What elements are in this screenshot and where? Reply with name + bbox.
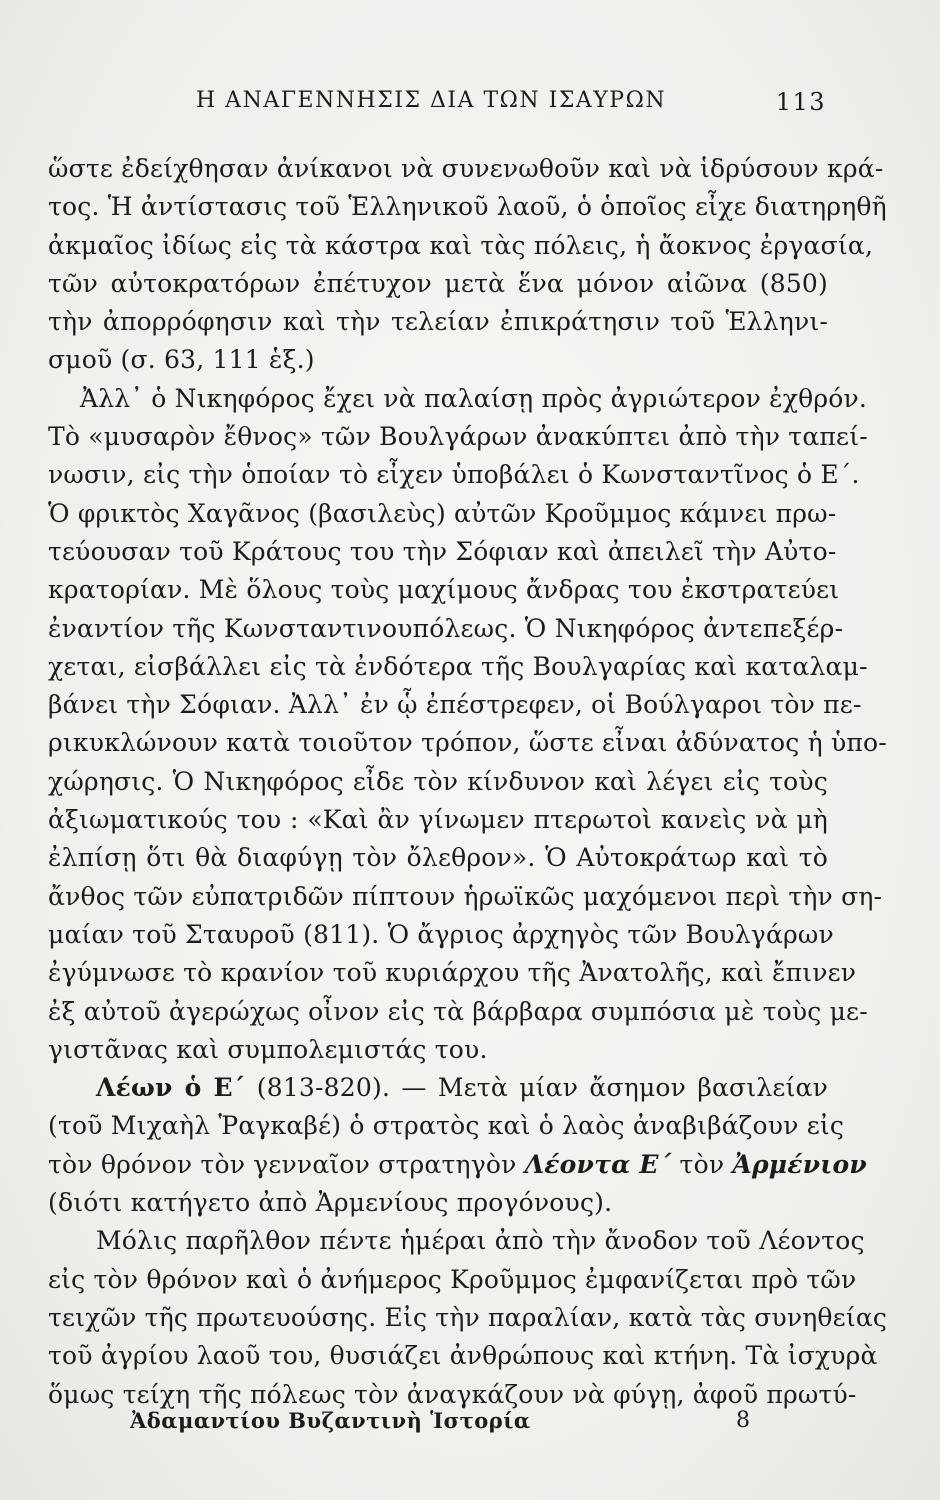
signature-footer bbox=[130, 1408, 750, 1442]
text-line: (τοῦ Μιχαὴλ Ῥαγκαβέ) ὁ στρατὸς καὶ ὁ λαὸς ἀναβιβάζουν εἰς bbox=[48, 1111, 845, 1141]
text-line: χεται, εἰσβάλλει εἰς τὰ ἐνδότερα τῆς Βουλγαρίας καὶ καταλαμ- bbox=[48, 651, 868, 681]
text-line: Ὁ φρικτὸς Χαγᾶνος (βασιλεὺς) αὐτῶν Κροῦμμος κάμνει πρω- bbox=[48, 498, 837, 528]
text-line: τὴν ἀπορρόφησιν καὶ τὴν τελείαν ἐπικράτησιν τοῦ Ἑλληνι- bbox=[48, 307, 828, 337]
text-line: γιστᾶνας καὶ συμπολεμιστάς του. bbox=[48, 1034, 488, 1064]
text-line: ἐναντίον τῆς Κωνσταντινουπόλεως. Ὁ Νικηφόρος ἀντεπεξέρ- bbox=[48, 613, 844, 643]
text-line: ἀκμαῖος ἰδίως εἰς τὰ κάστρα καὶ τὰς πόλεις, ἡ ἄοκνος ἐργασία, bbox=[48, 230, 874, 260]
text-line: Μόλις παρῆλθον πέντε ἡμέραι ἀπὸ τὴν ἄνοδον τοῦ Λέοντος bbox=[96, 1226, 865, 1256]
text-line: Τὸ «μυσαρὸν ἔθνος» τῶν Βουλγάρων ἀνακύπτει ἀπὸ τὴν ταπεί- bbox=[48, 422, 868, 452]
text-line: σμοῦ (σ. 63, 111 ἑξ.) bbox=[48, 345, 315, 375]
leo-heading: Λέων ὁ Ε΄ bbox=[96, 1073, 246, 1103]
text-line: τειχῶν τῆς πρωτευούσης. Εἰς τὴν παραλίαν, κατὰ τὰς συνηθείας bbox=[48, 1302, 888, 1332]
text-line: τος. Ἡ ἀντίστασις τοῦ Ἑλληνικοῦ λαοῦ, ὁ ὁποῖος εἶχε διατηρηθῆ bbox=[48, 192, 887, 222]
text-line bbox=[48, 1146, 867, 1184]
text-line: Ἀλλ᾽ ὁ Νικηφόρος ἔχει νὰ παλαίσῃ πρὸς ἀγριώτερον ἐχθρόν. bbox=[80, 383, 868, 413]
text-line: ἐγύμνωσε τὸ κρανίον τοῦ κυριάρχου τῆς Ἀνατολῆς, καὶ ἔπινεν bbox=[48, 958, 857, 988]
text-line: ὅμως τείχη τῆς πόλεως τὸν ἀναγκάζουν νὰ φύγῃ, ἀφοῦ πρωτύ- bbox=[48, 1379, 857, 1409]
text-span: (813-820). — Μετὰ μίαν ἄσημον βασιλείαν bbox=[245, 1073, 829, 1103]
text-line: τεύουσαν τοῦ Κράτους του τὴν Σόφιαν καὶ ἀπειλεῖ τὴν Αὐτο- bbox=[48, 536, 837, 566]
text-line: ἐξ αὐτοῦ ἀγερώχως οἶνον εἰς τὰ βάρβαρα συμπόσια μὲ τοὺς με- bbox=[48, 996, 868, 1026]
running-title: Η ΑΝΑΓΕΝΝΗΣΙΣ ΔΙΑ ΤΩΝ ΙΣΑΥΡΩΝ bbox=[196, 88, 667, 113]
text-line: (διότι κατήγετο ἀπὸ Ἀρμενίους προγόνους). bbox=[48, 1188, 613, 1218]
text-line: εἰς τὸν θρόνον καὶ ὁ ἀνήμερος Κροῦμμος ἐμφανίζεται πρὸ τῶν bbox=[48, 1264, 857, 1294]
text-line: κρατορίαν. Μὲ ὅλους τοὺς μαχίμους ἄνδρας του ἐκστρατεύει bbox=[48, 575, 840, 605]
body-text bbox=[48, 150, 888, 1414]
text-line: τῶν αὐτοκρατόρων ἐπέτυχον μετὰ ἕνα μόνον αἰῶνα (850) bbox=[48, 268, 828, 298]
leo-name: Λέοντα Ε΄ bbox=[524, 1149, 672, 1179]
text-line: ἄνθος τῶν εὐπατριδῶν πίπτουν ἡρωϊκῶς μαχόμενοι περὶ τὴν ση- bbox=[48, 881, 883, 911]
text-line: τοῦ ἀγρίου λαοῦ του, θυσιάζει ἀνθρώπους καὶ κτήνη. Τὰ ἰσχυρὰ bbox=[48, 1341, 878, 1371]
signature-note: Ἀδαμαντίου Βυζαντινὴ Ἱστορία bbox=[130, 1408, 531, 1433]
text-line: ὥστε ἐδείχθησαν ἀνίκανοι νὰ συνενωθοῦν καὶ νὰ ἱδρύσουν κρά- bbox=[48, 154, 884, 183]
running-header bbox=[196, 88, 826, 124]
leo-armenian: Ἀρμένιον bbox=[732, 1149, 867, 1179]
text-line: ἐλπίσῃ ὅτι θὰ διαφύγῃ τὸν ὄλεθρον». Ὁ Αὐτοκράτωρ καὶ τὸ bbox=[48, 843, 828, 873]
text-span: τὸν bbox=[671, 1149, 733, 1179]
text-span: τὸν θρόνον τὸν γενναῖον στρατηγὸν bbox=[48, 1149, 517, 1179]
text-line: βάνει τὴν Σόφιαν. Ἀλλ᾽ ἐν ᾧ ἐπέστρεφεν, οἱ Βούλγαροι τὸν πε- bbox=[48, 690, 862, 720]
section-leo-heading-line bbox=[48, 1069, 828, 1107]
page-number: 113 bbox=[775, 88, 826, 116]
text-line: ρικυκλώνουν κατὰ τοιοῦτον τρόπον, ὥστε εἶναι ἀδύνατος ἡ ὑπο- bbox=[48, 728, 887, 758]
text-line: ἀξιωματικούς του : «Καὶ ἂν γίνωμεν πτερωτοὶ κανεὶς νὰ μὴ bbox=[48, 805, 828, 835]
signature-mark: 8 bbox=[736, 1408, 750, 1433]
text-line: μαίαν τοῦ Σταυροῦ (811). Ὁ ἄγριος ἀρχηγὸς τῶν Βουλγάρων bbox=[48, 919, 834, 949]
text-line: νωσιν, εἰς τὴν ὁποίαν τὸ εἶχεν ὑποβάλει ὁ Κωνσταντῖνος ὁ Ε΄. bbox=[48, 460, 860, 490]
text-line: χώρησις. Ὁ Νικηφόρος εἶδε τὸν κίνδυνον καὶ λέγει εἰς τοὺς bbox=[48, 766, 828, 796]
